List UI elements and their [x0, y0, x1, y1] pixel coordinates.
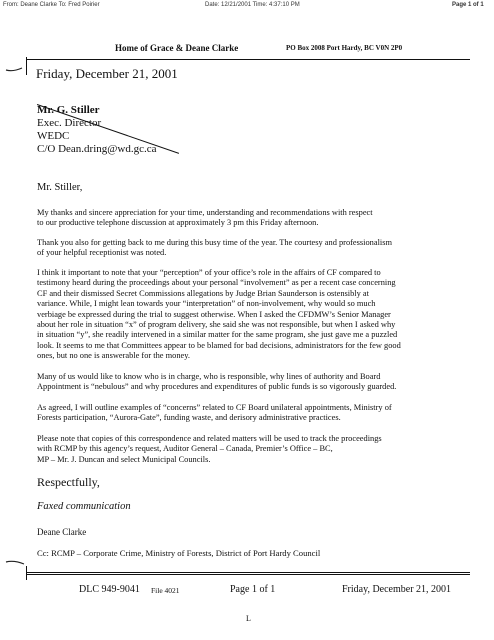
paragraph-line: Many of us would like to know who is in charge, who is responsible, why lines of authority and Board [37, 372, 381, 381]
margin-tick-top [26, 57, 27, 75]
paragraph-line: Forests participation, “Aurora-Gate”, funding waste, and derisory administrative practices. [37, 413, 341, 423]
paragraph-line: MP – Mr. J. Duncan and select Municipal Councils. [37, 454, 211, 464]
paragraph-line: look. It seems to me that Committees appear to be blamed for bad decisions, administrators for the few good [37, 340, 401, 350]
margin-pen-mark-top [4, 60, 24, 76]
footer-reference: DLC 949-9041 [79, 584, 140, 595]
letterhead-rule [26, 59, 470, 60]
paragraph-4 [37, 372, 487, 393]
footer-rule-top [26, 572, 470, 573]
paragraph-5 [37, 403, 487, 424]
margin-tick-bottom [26, 566, 27, 580]
footer-date: Friday, December 21, 2001 [342, 584, 452, 595]
fax-page-count: Page 1 of 1 [452, 2, 484, 8]
recipient-name: Mr. G. Stiller [37, 104, 100, 116]
paragraph-6 [37, 434, 487, 465]
paragraph-line: of your helpful receptionist was noted. [37, 248, 167, 258]
paragraph-2 [37, 238, 487, 259]
cc-line: Cc: RCMP – Corporate Crime, Ministry of Forests, District of Port Hardy Council [37, 548, 321, 558]
recipient-org: WEDC [37, 130, 70, 142]
recipient-title: Exec. Director [37, 117, 102, 129]
paragraph-line: CF and their dismissed Secret Commissions allegations by Judge Brian Saunderson is ostensibly at [37, 288, 369, 298]
letterhead-name: Home of Grace & Deane Clarke [115, 43, 239, 53]
paragraph-line: Thank you also for getting back to me during this busy time of the year. The courtesy and professionalism [37, 238, 393, 247]
paragraph-line: in situation “y”, she readily intervened in a similar matter for the same program, she just gave me a puzzled [37, 330, 398, 340]
signature-name: Deane Clarke [37, 527, 87, 537]
footer-page-number: Page 1 of 1 [230, 584, 276, 595]
fax-date-line: Date: 12/21/2001 Time: 4:37:10 PM [205, 2, 300, 8]
stray-mark: L [246, 614, 251, 623]
paragraph-line: I think it important to note that your “perception” of your office’s role in the affairs of CF compared to [37, 268, 381, 277]
paragraph-line: with RCMP by this agency’s request, Auditor General – Canada, Premier’s Office – BC, [37, 444, 333, 454]
paragraph-line: Appointment is “nebulous” and why procedures and expenditures of public funds is so vigorously guarded. [37, 382, 397, 392]
margin-pen-mark-bottom [4, 557, 26, 571]
paragraph-line: ones, but no one is answerable for the money. [37, 351, 190, 361]
paragraph-line: testimony heard during the proceedings about your personal “involvement” as per a recent case concerning [37, 278, 396, 288]
closing: Respectfully, [37, 475, 100, 489]
paragraph-1 [37, 208, 487, 229]
paragraph-line: As agreed, I will outline examples of “concerns” related to CF Board unilateral appointments, Ministry of [37, 403, 392, 412]
salutation: Mr. Stiller, [37, 182, 83, 193]
paragraph-line: about her role in situation “x” of program delivery, she said she was not responsible, but when I asked why [37, 320, 396, 330]
footer-file-number: File 4021 [151, 586, 180, 595]
fax-from-line: From: Deane Clarke To: Fred Poirier [3, 2, 100, 8]
paragraph-line: My thanks and sincere appreciation for your time, understanding and recommendations with respect [37, 208, 373, 217]
paragraph-line: to our productive telephone discussion at approximately 3 pm this Friday afternoon. [37, 218, 319, 228]
paragraph-line: variance. While, I might lean towards your “interpretation” of non-involvement, why would so much [37, 299, 376, 309]
letterhead-address: PO Box 2008 Port Hardy, BC V0N 2P0 [286, 44, 403, 52]
footer-rule-bottom [26, 574, 470, 575]
paragraph-3 [37, 268, 487, 362]
paragraph-line: Please note that copies of this correspondence and related matters will be used to track the proceedings [37, 434, 382, 443]
paragraph-line: verbiage be expressed during the trial to suggest otherwise. When I asked the CFDMW’s Senior Manager [37, 309, 391, 319]
recipient-care-of: C/O Dean.dring@wd.gc.ca [37, 143, 157, 155]
letter-date: Friday, December 21, 2001 [36, 66, 178, 81]
faxed-note: Faxed communication [37, 501, 131, 512]
